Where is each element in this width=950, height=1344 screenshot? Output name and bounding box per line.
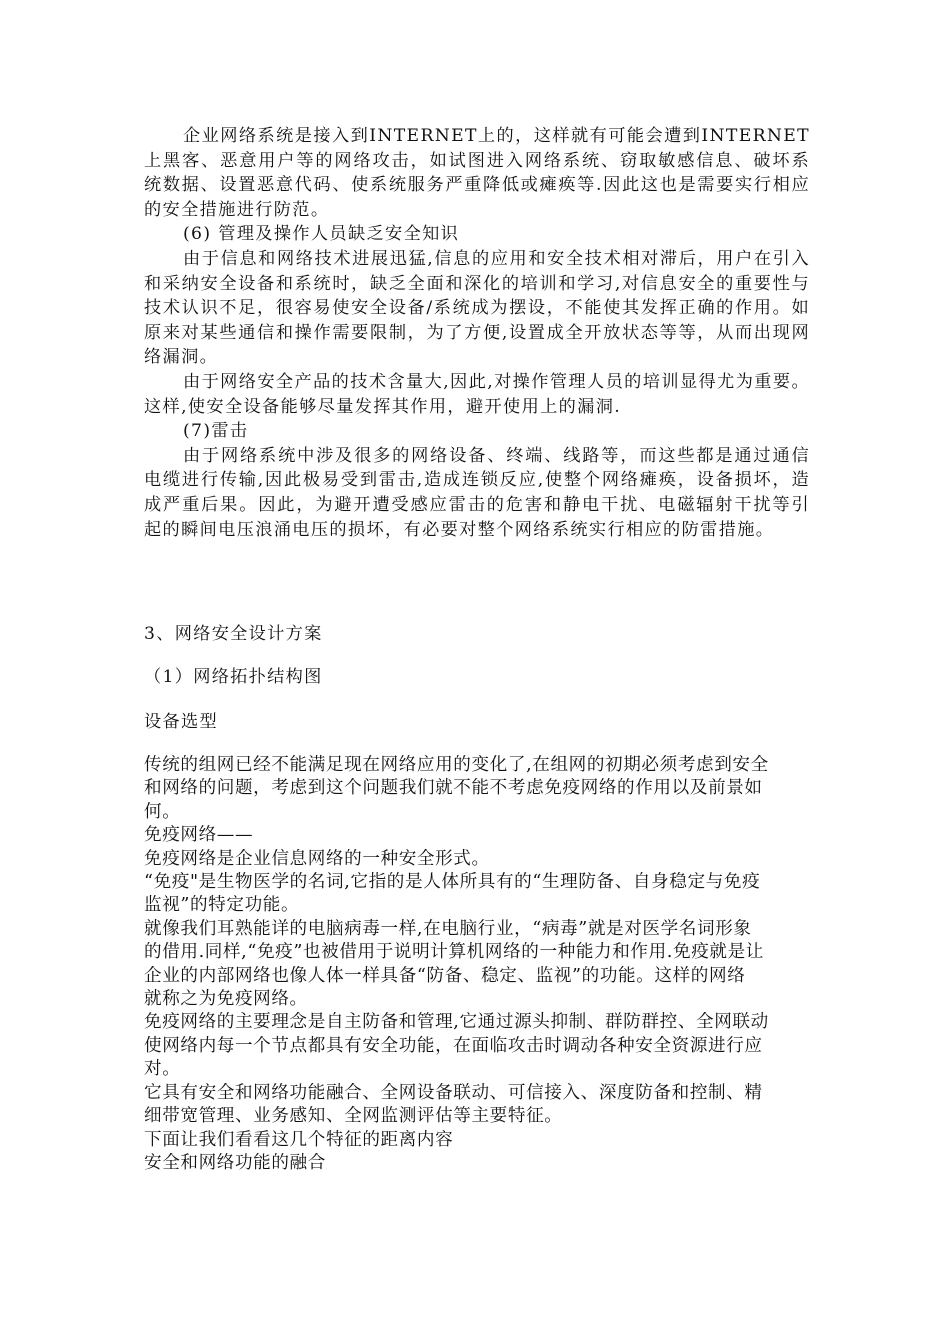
body-line: 免疫网络—— [144,825,254,846]
body-line: 细带宽管理、业务感知、全网监测评估等主要特征。 [144,1106,563,1127]
immune-network-section [144,754,812,1175]
section-3-heading: 3、网络安全设计方案 [144,624,323,644]
body-line: 免疫网络的主要理念是自主防备和管理,它通过源头抑制、群防群控、全网联动 [144,1012,769,1033]
body-line: 安全和网络功能的融合 [144,1152,326,1173]
item-7-paragraph: 由于网络系统中涉及很多的网络设备、终端、线路等，而这些都是通过通信电缆进行传输,因此极易受到雷击,造成连锁反应,使整个网络瘫痪，设备损坏，造成严重后果。因此，为避开遭受感应雷击的危害和静电干扰、电磁辐射干扰等引起的瞬间电压浪涌电压的损坏，有必要对整个网络系统实行相应的防雷措施。 [144,445,810,540]
risk-section [144,124,810,542]
body-line: 对。 [144,1059,181,1080]
topology-subheading: （1）网络拓扑结构图 [144,667,323,687]
body-line: 监视”的特定功能。 [144,895,300,916]
item-6-paragraph-1: 由于信息和网络技术进展迅猛,信息的应用和安全技术相对滞后，用户在引入和采纳安全设备和系统时，缺乏全面和深化的培训和学习,对信息安全的重要性与技术认识不足，很容易使安全设备/系统成为摆设，不能使其发挥正确的作用。如原来对某些通信和操作需要限制，为了方便,设置成全开放状态等等，从而出现网络漏洞。 [144,248,810,368]
item-7-heading: (7)雷击 [183,421,249,442]
item-6-paragraph-2: 由于网络安全产品的技术含量大,因此,对操作管理人员的培训显得尤为重要。这样,使安全设备能够尽量发挥其作用，避开使用上的漏洞. [144,371,810,417]
body-line: 就称之为免疫网络。 [144,989,308,1010]
body-line: 何。 [144,801,181,822]
body-line: 传统的组网已经不能满足现在网络应用的变化了,在组网的初期必须考虑到安全 [144,755,769,775]
body-line: “免疫"是生物医学的名词,它指的是人体所具有的“生理防备、自身稳定与免疫 [144,872,761,893]
body-line: 它具有安全和网络功能融合、全网设备联动、可信接入、深度防备和控制、精 [144,1082,763,1103]
device-selection-heading: 设备选型 [144,712,218,732]
body-line: 下面让我们看看这几个特征的距离内容 [144,1129,454,1150]
body-line: 的借用.同样,“免疫”也被借用于说明计算机网络的一种能力和作用.免疫就是让 [144,942,764,963]
body-line: 就像我们耳熟能详的电脑病毒一样,在电脑行业，“病毒”就是对医学名词形象 [144,918,752,939]
body-line: 免疫网络是企业信息网络的一种安全形式。 [144,848,490,869]
body-line: 企业的内部网络也像人体一样具备“防备、稳定、监视”的功能。这样的网络 [144,965,746,986]
item-6-heading: (6) 管理及操作人员缺乏安全知识 [183,224,460,245]
internet-threat-paragraph: 企业网络系统是接入到INTERNET上的，这样就有可能会遭到INTERNET上黑客、恶意用户等的网络攻击，如试图进入网络系统、窃取敏感信息、破坏系统数据、设置恶意代码、使系统服务严重降低或瘫痪等.因此这也是需要实行相应的安全措施进行防范。 [144,126,810,220]
body-line: 和网络的问题，考虑到这个问题我们就不能不考虑免疫网络的作用以及前景如 [144,778,763,799]
body-line: 使网络内每一个节点都具有安全功能，在面临攻击时调动各种安全资源进行应 [144,1035,763,1056]
